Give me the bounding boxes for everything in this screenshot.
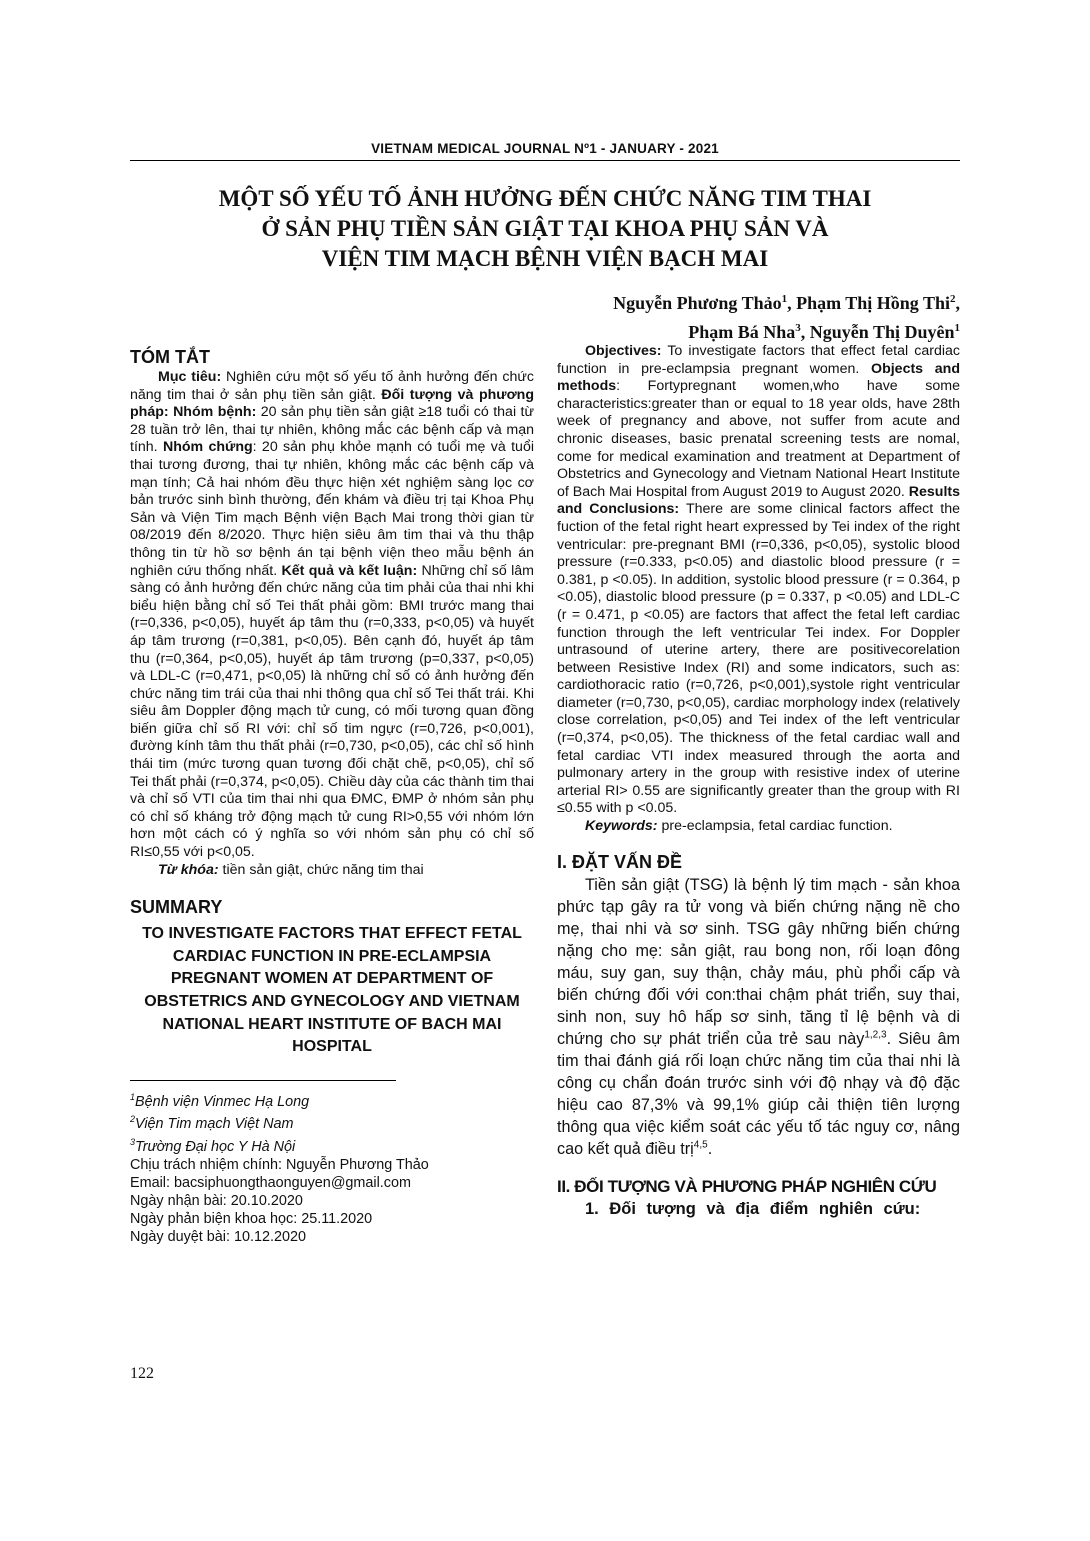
results-label: Kết quả và kết luận:	[281, 562, 418, 579]
affiliation-mark: 3	[795, 322, 801, 334]
objectives-label: Objectives:	[585, 343, 662, 359]
citation: 4,5	[693, 1139, 708, 1151]
footnote-text: Viện Tim mạch Việt Nam	[135, 1116, 294, 1133]
left-column	[130, 345, 534, 1246]
title-line-3: VIỆN TIM MẠCH BỆNH VIỆN BẠCH MAI	[321, 246, 769, 271]
page-number: 122	[130, 1365, 154, 1382]
objective-label: Mục tiêu:	[158, 369, 222, 385]
results-en-text: There are some clinical factors affect the fuction of the fetal right heart expressed by Tei index of the right ventricular: pre-pregnant BMI (r=0,336, p<0,05), systolic blood pressure (r=0.333, p<0.05) and diastolic blood pressure (r = 0.381, p <0.05). In addition, systolic blood pressure (r = 0.364, p <0.05), diastolic blood pressure (p = 0.337, p <0.05) and LDL-C (r = 0.471, p <0.05) are factors that affect the fetal left cardiac function through the left ventricular Tei index. For Doppler untrasound of uterine artery, there are positivecorelation between Resistive Index (RI) and some indicators, such as: cardiothoracic ratio (r=0,726, p<0,001),systole right ventricular diameter (r=0,730, p<0,05), cardiac morphology index (relatively close correlation, p<0,05) and Tei index of the left ventricular (r=0,374, p<0,05). The thickness of the fetal cardiac wall and fetal cardiac VTI index measured through the aorta and pulmonary artery in the group with resistive index of uterine arterial RI> 0.55 are significantly greater than the group with RI ≤0.55 with p <0.05.	[557, 501, 960, 817]
footnote-affiliation	[130, 1111, 534, 1134]
date-accepted: Ngày duyệt bài: 10.12.2020	[130, 1228, 307, 1245]
article-title	[130, 184, 960, 274]
title-line-1: MỘT SỐ YẾU TỐ ẢNH HƯỞNG ĐẾN CHỨC NĂNG TIM THAI	[218, 186, 872, 211]
keywords-en-label: Keywords:	[585, 818, 658, 835]
author-list	[613, 287, 960, 345]
summary-heading: SUMMARY	[130, 897, 223, 918]
intro-text: . Siêu âm tim thai đánh giá rối loạn chức năng tim của thai nhi là công cụ chẩn đoán trước sinh với độ nhạy và độ đặc hiệu cao 87,3% và 99,1% giúp cải thiện tiên lượng thông qua việc kiểm soát các yếu tố tác nguy cơ, nâng cao kết quả điều trị	[557, 1029, 960, 1158]
footnote-rule	[130, 1080, 396, 1081]
corresponding-author: Chịu trách nhiệm chính: Nguyễn Phương Thảo	[130, 1156, 429, 1173]
footnote-text: Trường Đại học Y Hà Nội	[135, 1138, 296, 1155]
journal-header: VIETNAM MEDICAL JOURNAL Nº1 - JANUARY - 2021	[371, 141, 719, 156]
footnotes	[130, 1089, 534, 1247]
footnote-mark: 1	[130, 1091, 136, 1102]
date-received: Ngày nhận bài: 20.10.2020	[130, 1192, 303, 1209]
author-name: Nguyễn Phương Thảo	[613, 293, 782, 313]
keywords-label: Từ khóa:	[158, 861, 219, 878]
right-column	[557, 343, 960, 1220]
citation: 1,2,3	[864, 1029, 887, 1041]
author-line-2: Phạm Bá Nha$^3$, Nguyễn Thị Duyên$^1$	[688, 322, 960, 342]
header-rule	[130, 160, 960, 161]
keywords-en	[557, 818, 960, 836]
keywords-text: tiền sản giật, chức năng tim thai	[218, 861, 424, 878]
footnote-affiliation	[130, 1134, 534, 1157]
email: Email: bacsiphuongthaonguyen@gmail.com	[130, 1174, 411, 1191]
results-text: Những chỉ số lâm sàng có ảnh hưởng đến chức năng của tim phải của thai nhi khi biểu hiện bằng chỉ số Tei thất phải gồm: BMI trước mang thai (r=0,336, p<0,05), huyết áp tâm thu (r=0,333, p<0,05) và huyết áp tâm trương (r=0,381, p<0,05). Bên cạnh đó, huyết áp tâm thu (r=0,364, p<0,05), huyết áp tâm trương (p=0,337, p<0,05) và LDL-C (r=0,471, p<0,05) là những chỉ số có ảnh hưởng đến chức năng tim trái của thai nhi thông qua chỉ số Tei thất trái. Khi siêu âm Doppler động mạch tử cung, có mối tương quan đồng biến giữa chỉ số RI với: chỉ số tim ngực (r=0,726, p<0,001), đường kính tâm thu thất phải (r=0,730, p<0,05), các chỉ số hình thái tim (mức tương quan tương đối chặt chẽ, p<0,05), chỉ số Tei thất phải (r=0,374, p<0,05). Chiều dày của các thành tim thai và chỉ số VTI của tim thai nhi qua ĐMC, ĐMP ở nhóm sản phụ có chỉ số kháng trở động mạch tử cung RI>0,55 với nhóm lớn hơn một cách có ý nghĩa so với nhóm sản phụ có chỉ số RI≤0,55 với p<0,05.	[130, 562, 534, 861]
footnote-affiliation	[130, 1089, 534, 1112]
results-en-label: Results and Conclusions:	[557, 483, 960, 518]
abstract-vi-body	[130, 369, 534, 862]
methods-label: Objects and methods	[557, 360, 960, 395]
footnote-mark: 2	[130, 1114, 136, 1125]
objectives-text: To investigate factors that effect fetal cardiac function in pre-eclampsia pregnant women.	[557, 343, 960, 377]
affiliation-mark: 2	[950, 293, 956, 305]
abstract-heading: TÓM TẮT	[130, 347, 210, 367]
author-name: Phạm Bá Nha	[688, 322, 796, 342]
affiliation-mark: 1	[954, 322, 960, 334]
abstract-en-body	[557, 343, 960, 818]
methods-text: : Fortypregnant women,who have some characteristics:greater than or equal to 18 year olds, have 28th week of pregnancy and above, not suffer from acute and chronic diseases, basic prenatal screening tests are nomal, come for medical examination and treatment at Department of Obstetrics and Gynecology and Vietnam National Heart Institute of Bach Mai Hospital from August 2019 to August 2020.	[557, 378, 960, 500]
subsection-heading: 1. Đối tượng và địa điểm nghiên cứu:	[585, 1199, 921, 1218]
intro-text: Tiền sản giật (TSG) là bệnh lý tim mạch - sản khoa phức tạp gây ra tử vong và biến chứng nặng nề cho mẹ, thai nhi và sơ sinh. TSG gây những biến chứng nặng cho mẹ: sản giật, rau bong non, rối loạn đông máu, suy gan, suy thận, chảy máu, phù phổi cấp và biến chứng đối với con:thai chậm phát triển, suy thai, sinh non, suy hô hấp sơ sinh, tăng tỉ lệ bệnh và di chứng cho sự phát triển của trẻ sau này	[557, 875, 960, 1048]
footnote-text: Bệnh viện Vinmec Hạ Long	[135, 1093, 310, 1110]
section-2-heading: II. ĐỐI TƯỢNG VÀ PHƯƠNG PHÁP NGHIÊN CỨU	[557, 1176, 937, 1196]
section-1-heading: I. ĐẶT VẤN ĐỀ	[557, 851, 683, 872]
title-line-2: Ở SẢN PHỤ TIỀN SẢN GIẬT TẠI KHOA PHỤ SẢN VÀ	[261, 216, 829, 241]
subjects-text: 20 sản phụ tiền sản giật ≥18 tuổi có thai từ 28 tuần trở lên, thai tự nhiên, không mắc các bệnh cấp và mạn tính.	[130, 404, 534, 456]
keywords-en-text: pre-eclampsia, fetal cardiac function.	[657, 818, 893, 835]
control-group-label: Nhóm chứng	[162, 439, 253, 456]
control-group-text: : 20 sản phụ khỏe mạnh có tuổi mẹ và tuổi thai tương đương, thai tự nhiên, không mắc các bệnh cấp và mạn tính; Cả hai nhóm đều thực hiện xét nghiệm sàng lọc cơ bản trước sinh bình thường, đến khám và điều trị tại Khoa Phụ Sản và Viện Tim mạch Bệnh viện Bạch Mai trong thời gian từ 08/2019 đến 8/2020. Thực hiện siêu âm tim thai và thu thập thông tin từ hồ sơ bệnh án tại bệnh viện theo mẫu bệnh án nghiên cứu thống nhất.	[130, 439, 534, 579]
affiliation-mark: 1	[781, 293, 788, 305]
author-name: Phạm Thị Hồng Thi	[796, 293, 950, 313]
author-name: Nguyễn Thị Duyên	[809, 322, 955, 342]
summary-title: TO INVESTIGATE FACTORS THAT EFFECT FETAL CARDIAC FUNCTION IN PRE-ECLAMPSIA PREGNANT WOMEN AT DEPARTMENT OF OBSTETRICS AND GYNECOLOGY AND VIETNAM NATIONAL HEART INSTITUTE OF BACH MAI HOSPITAL	[142, 925, 522, 1056]
objective-text: Nghiên cứu một số yếu tố ảnh hưởng đến chức năng tim thai ở sản phụ tiền sản giật.	[130, 369, 534, 403]
author-line-1: Nguyễn Phương Thảo$^1$, Phạm Thị Hồng Thi$^2$,	[613, 293, 960, 313]
keywords-vi	[130, 862, 534, 880]
subjects-label: Đối tượng và phương pháp: Nhóm bệnh:	[130, 386, 534, 421]
intro-text: .	[707, 1139, 713, 1158]
date-reviewed: Ngày phản biện khoa học: 25.11.2020	[130, 1210, 373, 1227]
footnote-mark: 3	[130, 1137, 136, 1148]
section-1-paragraph	[557, 874, 960, 1160]
